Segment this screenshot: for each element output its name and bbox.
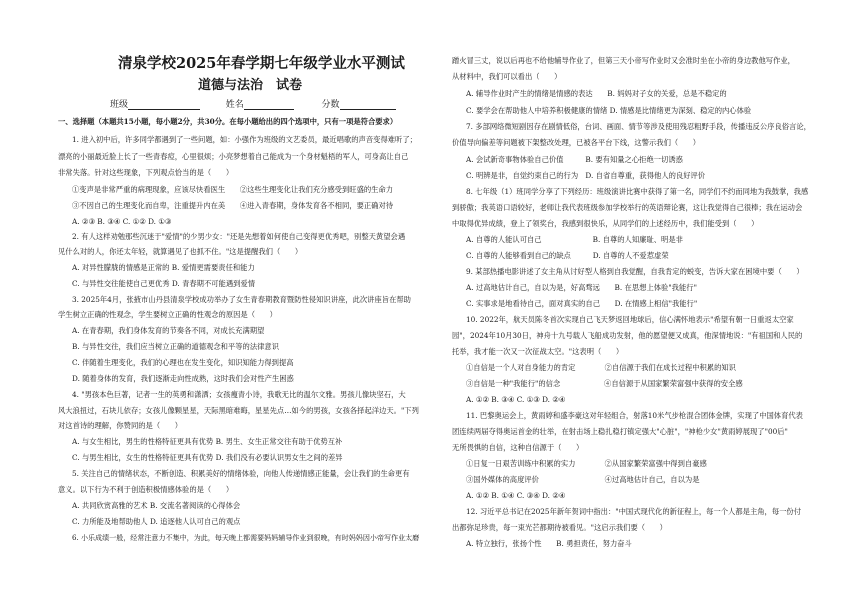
option-line: C. 与异性交往能使自己更优秀 D. 青春期不可能遇到爱情: [72, 279, 256, 288]
question-line: 漂亮的小丽最近脸上长了一些青春痘，心里很烦；小亮梦想着自己能成为一个身材魁梧的军人，可身高让自己: [58, 152, 409, 161]
question-line: 无所畏惧的自信，这种自信源于（ ）: [452, 443, 584, 452]
option-line: C. 要学会在帮助他人中培养积极健康的情绪 D. 情感是比情绪更为深刻、稳定的内心体验: [466, 106, 752, 115]
question-line: 见什么对的人，你还太年轻，就算遇见了也抓不住。"这是提醒我们（ ）: [58, 247, 303, 256]
question-line: 10. 2022年，航天员陈冬首次实现自己飞天梦返回地球后，信心满怀地表示"希望有朝一日重返太空家: [466, 315, 794, 324]
option-line: C. 力所能及地帮助他人 D. 追逐他人认可自己的观点: [72, 517, 241, 526]
question-line: 园"，2024年10月30日，神舟十九号载人飞船成功发射，他的愿望便又成真，他深情地说："有祖国和人民的: [452, 331, 803, 340]
question-line: 7. 多部网络微短剧因存在剧情低俗，台词、画面、情节等涉及使用残忍粗野手段，传播违反公序良俗言论，: [466, 122, 811, 131]
score-blank[interactable]: [340, 100, 396, 110]
exam-title: 清泉学校2025年春学期七年级学业水平测试: [118, 55, 405, 72]
option-line: C. 自尊的人能够看到自己的缺点 D. 自尊的人不爱惹虚荣: [466, 251, 669, 260]
question-line: 非常失落。针对这些现象，下列观点恰当的是（ ）: [58, 168, 234, 177]
answer-options: A. ②③ B. ③④ C. ①② D. ①③: [72, 217, 172, 226]
question-line: 3. 2025年4月，张掖市山丹县清泉学校成功举办了女生青春期教育暨防性侵知识讲座，此次讲座旨在帮助: [72, 295, 411, 304]
question-line: 价值导向偏差等问题被下架整改处理，已被各平台下线，这警示我们（ ）: [452, 138, 701, 147]
option-line: ③国外媒体的高度评价 ④过高地估计自己，自以为是: [466, 475, 700, 484]
option-line: A. 过高地估计自己，自以为是，好高骛远 B. 在思想上体验"我能行": [466, 283, 697, 292]
option-line: A. 辅导作业时产生的情绪是情感的表达 B. 妈妈对子女的关爱，总是不稳定的: [466, 89, 727, 98]
question-line: 8. 七年级（1）班同学分享了下列经历：班级演讲比赛中获得了第一名，同学们不约而同地为我鼓掌，我感: [466, 187, 809, 196]
exam-subject: 道德与法治 试卷: [198, 78, 303, 93]
option-line: C. 与男生相比，女生的性格特征更具有优势 D. 我们没有必要认识男女生之间的差异: [72, 453, 343, 462]
option-line: C. 伴随着生理变化，我们的心理也在发生变化，知识知能力得到提高: [72, 358, 294, 367]
question-line: 意义。以下行为不利于创造积极情感体验的是（ ）: [58, 485, 234, 494]
question-line: 托举，我才能一次又一次征战太空。"这表明（ ）: [452, 347, 624, 356]
question-line: 12. 习近平总书记在2025年新年贺词中指出："中国式现代化的新征程上，每一个人都是主角，每一份付: [466, 507, 802, 516]
question-line: 6. 小乐成绩一般，经常注意力不集中，为此，每天晚上都需要妈妈辅导作业到很晚，有时妈妈因小帝写作业太磨: [72, 533, 420, 542]
option-line: A. 对异性朦胧的情感是正常的 B. 爱情更需要责任和能力: [72, 263, 255, 272]
question-line: 4. "男孩本色巨著，记者一生的英勇和潇洒；女孩瘦青小诗，我歌无比的温尔文雅。男孩儿像块坚石，大: [72, 390, 406, 399]
option-line: A. 与女生相比，男生的性格特征更具有优势 B. 男生、女生正常交往有助于优势互补: [72, 437, 343, 446]
option-line: ③自信是一种"我能行"的信念 ④自信源于从国家繁荣富强中获得的安全感: [466, 379, 743, 388]
option-line: ①自信是一个人对自身能力的肯定 ②自信源于我们在成长过程中积累的知识: [466, 363, 736, 372]
question-line: 到骄傲；我英语口语较好，老师让我代表班级参加学校举行的英语辩论赛，这让我觉得自己很棒；我在运动会: [452, 203, 803, 212]
question-line: 中取得优异成绩，登上了领奖台，我感到很快乐，从同学们的上述经历中，我们能受到（ ）: [452, 219, 759, 228]
student-info-row: [110, 100, 396, 110]
question-line: 对这首诗的理解，你赞同的是（ ）: [58, 421, 183, 430]
option-line: A. 自尊的人能认可自己 B. 自尊的人知廉耻、明是非: [466, 235, 683, 244]
question-line: 学生树立正确的性观念，学生要树立正确的性观念的原因是（ ）: [58, 310, 277, 319]
option-line: ①变声是非常严重的病理现象，应该尽快看医生 ②这些生理变化让我们充分感受到旺盛的生命力: [72, 185, 394, 194]
question-line: 团连续两届夺得奥运首金的壮举，在射击场上稳扎稳打镇定强大"心脏"，"神枪少女"黄雨婷展现了"00后": [452, 427, 788, 436]
question-line: 1. 进入初中后，许多同学都遇到了一些问题，如：小强作为班级的文艺委员，最近唱歌的声音变得难听了；: [72, 135, 417, 144]
question-line: 9. 某部热播电影讲述了女主角从讨好型人格到自我觉醒，自我肯定的蜕变，告诉大家在困境中要（ ）: [466, 267, 804, 276]
question-line: 蹭火冒三丈，说以后再也不给他辅导作业了，但第三天小帝写作业时又会准时坐在小帝的身边教他写作业，: [452, 56, 795, 65]
question-line: 风大浪扭过，石块儿依存；女孩儿像颗星星，天际黑暗难晦，星星先点…如今的男孩，女孩各择起洋边天。"下列: [58, 406, 419, 415]
question-line: 出都弥足珍贵，每一束光芒都期待被看见。"这启示我们要（ ）: [452, 523, 667, 532]
score-label: 分数: [321, 100, 340, 110]
name-label: 姓名: [225, 100, 244, 110]
answer-options: A. ①② B. ①④ C. ③④ D. ②④: [466, 491, 566, 500]
option-line: A. 共同欣赏高雅的艺术 B. 交流名著阅读的心得体会: [72, 501, 241, 510]
name-blank[interactable]: [244, 100, 294, 110]
question-line: 2. 有人这样劝勉那些沉迷于"爱情"的少男少女："还是先想着如何使自己变得更优秀吧，别整天黄望会遇: [72, 232, 406, 241]
option-line: D. 随着身体的发育，我们逐渐走向性成熟，这时我们会对性产生困惑: [72, 374, 294, 383]
option-line: ③不因自己的生理变化而自卑，注重提升内在美 ④进入青春期，身体发育各不相同，要正确对待: [72, 201, 394, 210]
question-line: 11. 巴黎奥运会上，黄雨婷和盛李豪这对年轻组合，射落10米气步枪混合团体金牌，实现了中国体育代表: [466, 411, 803, 420]
section-heading: 一、选择题（本题共15小题，每小题2分，共30分。在每小题给出的四个选项中，只有一项是符合要求）: [58, 117, 398, 126]
class-label: 班级: [110, 100, 129, 110]
option-line: A. 特立独行，张扬个性 B. 勇担责任，努力奋斗: [466, 539, 632, 548]
option-line: C. 实事求是地看待自己，面对真实的自己 D. 在情感上相信"我能行": [466, 299, 698, 308]
answer-options: A. ①② B. ③④ C. ①③ D. ②④: [466, 395, 566, 404]
option-line: A. 在青春期，我们身体发育的节奏各不同，对成长充满期望: [72, 326, 265, 335]
class-blank[interactable]: [128, 100, 200, 110]
question-line: 5. 关注自己的情绪状态，不断创造、积累美好的情绪体验，向他人传递情感正能量，会让我们的生命更有: [72, 469, 410, 478]
option-line: A. 会试新奇事物体验自己价值 B. 要有知量之心拒绝一切诱惑: [466, 155, 683, 164]
option-line: B. 与异性交往，我们应当树立正确的道德观念和平等的法律意识: [72, 342, 280, 351]
question-line: 从材料中，我们可以看出（ ）: [452, 72, 562, 81]
option-line: ①日复一日艰苦训练中积累的实力 ②从国家繁荣富强中得到自豪感: [466, 459, 707, 468]
option-line: C. 明辨是非，自觉约束自己的行为 D. 自省自尊重，获得他人的良好评价: [466, 171, 706, 180]
